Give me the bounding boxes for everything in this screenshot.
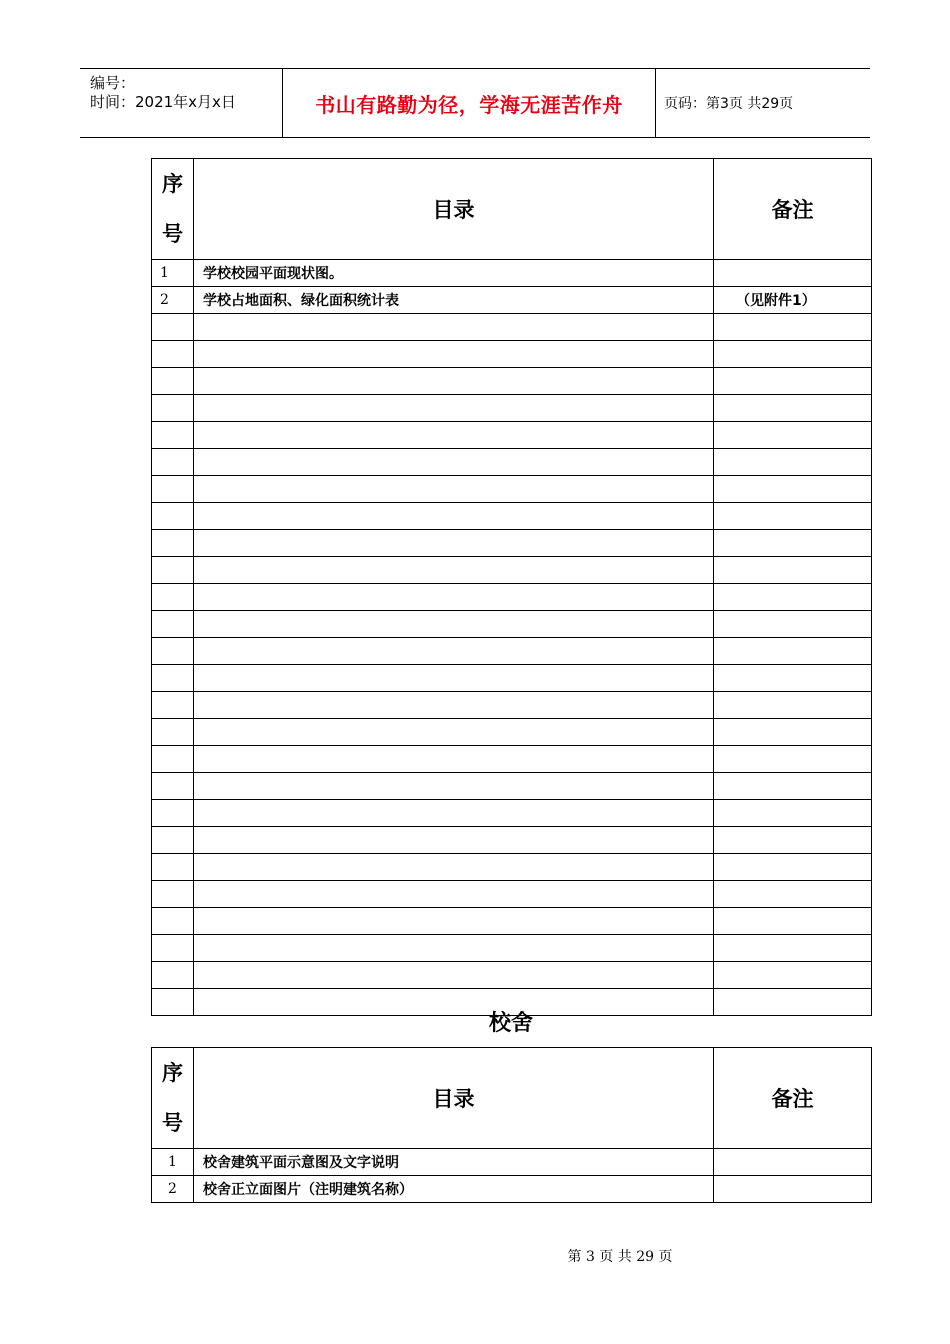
- seq-cell: [152, 611, 194, 638]
- table-row: [152, 854, 872, 881]
- seq-header: [152, 159, 194, 260]
- page-footer: 第 3 页 共 29 页: [567, 1249, 673, 1265]
- catalog-cell: 校舍正立面图片（注明建筑名称）: [194, 1176, 714, 1203]
- table-row: [152, 800, 872, 827]
- seq-cell: [152, 638, 194, 665]
- table-row: [152, 314, 872, 341]
- catalog-cell: [194, 530, 714, 557]
- remark-header: 备注: [714, 159, 872, 260]
- remark-cell: [714, 1176, 872, 1203]
- remark-cell: [714, 584, 872, 611]
- remark-cell: [714, 611, 872, 638]
- table-row: [152, 260, 872, 287]
- table-row: [152, 746, 872, 773]
- catalog-cell: 学校占地面积、绿化面积统计表: [194, 287, 714, 314]
- remark-cell: [714, 962, 872, 989]
- seq-cell: [152, 476, 194, 503]
- campus-catalog-table: [151, 158, 872, 1016]
- remark-cell: [714, 881, 872, 908]
- remark-cell: [714, 638, 872, 665]
- section-title: 校舍: [488, 1011, 533, 1036]
- remark-cell: [714, 719, 872, 746]
- remark-cell: [714, 422, 872, 449]
- seq-cell: [152, 314, 194, 341]
- motto-text: 书山有路勤为径，学海无涯苦作舟: [315, 92, 623, 117]
- table-header-row: [152, 1048, 872, 1149]
- seq-cell: [152, 530, 194, 557]
- remark-cell: [714, 692, 872, 719]
- catalog-header: 目录: [194, 159, 714, 260]
- seq-cell: [152, 692, 194, 719]
- remark-cell: [714, 314, 872, 341]
- remark-cell: [714, 908, 872, 935]
- catalog-cell: [194, 611, 714, 638]
- seq-cell: [152, 503, 194, 530]
- table-row: [152, 638, 872, 665]
- seq-cell: [152, 935, 194, 962]
- remark-cell: [714, 746, 872, 773]
- remark-cell: [714, 395, 872, 422]
- header-page-info: 页码：第3页 共29页: [664, 96, 794, 112]
- table-row: [152, 530, 872, 557]
- table-row: [152, 1176, 872, 1203]
- remark-cell: [714, 476, 872, 503]
- catalog-cell: [194, 476, 714, 503]
- seq-cell: [152, 827, 194, 854]
- catalog-cell: [194, 395, 714, 422]
- catalog-cell: [194, 692, 714, 719]
- page-header: [80, 68, 870, 138]
- header-motto: [282, 69, 656, 137]
- seq-cell: 1: [152, 260, 194, 287]
- seq-cell: [152, 908, 194, 935]
- table-row: [152, 692, 872, 719]
- remark-cell: [714, 503, 872, 530]
- catalog-cell: [194, 719, 714, 746]
- catalog-cell: [194, 557, 714, 584]
- seq-cell: [152, 746, 194, 773]
- seq-cell: [152, 773, 194, 800]
- number-label: 编号：: [90, 74, 136, 92]
- catalog-header: 目录: [194, 1048, 714, 1149]
- table-row: [152, 908, 872, 935]
- seq-header-top: 序: [162, 171, 183, 196]
- catalog-cell: [194, 368, 714, 395]
- table-row: [152, 935, 872, 962]
- table-header-row: [152, 159, 872, 260]
- seq-cell: [152, 341, 194, 368]
- seq-cell: [152, 854, 194, 881]
- time-label: 时间：2021年x月x日: [90, 93, 236, 111]
- catalog-cell: [194, 854, 714, 881]
- remark-cell: [714, 530, 872, 557]
- seq-cell: [152, 584, 194, 611]
- table-row: [152, 719, 872, 746]
- remark-cell: [714, 827, 872, 854]
- catalog-cell: [194, 341, 714, 368]
- catalog-cell: [194, 503, 714, 530]
- table-row: [152, 962, 872, 989]
- remark-cell: [714, 1149, 872, 1176]
- remark-cell: [714, 557, 872, 584]
- remark-header: 备注: [714, 1048, 872, 1149]
- remark-cell: [714, 368, 872, 395]
- catalog-cell: [194, 881, 714, 908]
- seq-cell: [152, 665, 194, 692]
- table-row: [152, 827, 872, 854]
- table-row: [152, 422, 872, 449]
- remark-cell: [714, 665, 872, 692]
- seq-cell: [152, 449, 194, 476]
- table-row: [152, 611, 872, 638]
- table-row: [152, 557, 872, 584]
- remark-cell: [714, 341, 872, 368]
- seq-cell: [152, 368, 194, 395]
- table-row: [152, 503, 872, 530]
- catalog-cell: [194, 800, 714, 827]
- catalog-cell: [194, 422, 714, 449]
- remark-cell: [714, 773, 872, 800]
- seq-cell: [152, 557, 194, 584]
- seq-cell: 2: [152, 287, 194, 314]
- table-row: [152, 449, 872, 476]
- table-row: [152, 476, 872, 503]
- catalog-cell: [194, 935, 714, 962]
- catalog-cell: [194, 962, 714, 989]
- building-catalog-table: [151, 1047, 872, 1203]
- table-row: [152, 368, 872, 395]
- catalog-cell: [194, 314, 714, 341]
- seq-cell: [152, 962, 194, 989]
- catalog-cell: [194, 584, 714, 611]
- catalog-cell: [194, 665, 714, 692]
- table-row: [152, 341, 872, 368]
- catalog-cell: [194, 746, 714, 773]
- catalog-cell: [194, 449, 714, 476]
- table-row: [152, 881, 872, 908]
- seq-cell: [152, 422, 194, 449]
- header-meta: [80, 69, 282, 137]
- seq-header-top: 序: [162, 1060, 183, 1085]
- catalog-cell: 学校校园平面现状图。: [194, 260, 714, 287]
- seq-cell: 2: [152, 1176, 194, 1203]
- table-row: [152, 395, 872, 422]
- seq-cell: [152, 881, 194, 908]
- table-row: [152, 773, 872, 800]
- seq-header: [152, 1048, 194, 1149]
- seq-cell: [152, 800, 194, 827]
- remark-cell: [714, 260, 872, 287]
- catalog-cell: [194, 638, 714, 665]
- seq-header-bottom: 号: [162, 1110, 183, 1135]
- catalog-cell: 校舍建筑平面示意图及文字说明: [194, 1149, 714, 1176]
- seq-cell: 1: [152, 1149, 194, 1176]
- catalog-cell: [194, 773, 714, 800]
- table-row: [152, 1149, 872, 1176]
- table-row: [152, 665, 872, 692]
- catalog-cell: [194, 908, 714, 935]
- seq-cell: [152, 719, 194, 746]
- remark-cell: [714, 800, 872, 827]
- catalog-cell: [194, 827, 714, 854]
- seq-header-bottom: 号: [162, 221, 183, 246]
- remark-cell: [714, 854, 872, 881]
- table-row: [152, 584, 872, 611]
- remark-cell: [714, 449, 872, 476]
- remark-cell: （见附件1）: [714, 287, 872, 314]
- remark-cell: [714, 935, 872, 962]
- seq-cell: [152, 395, 194, 422]
- table-row: [152, 287, 872, 314]
